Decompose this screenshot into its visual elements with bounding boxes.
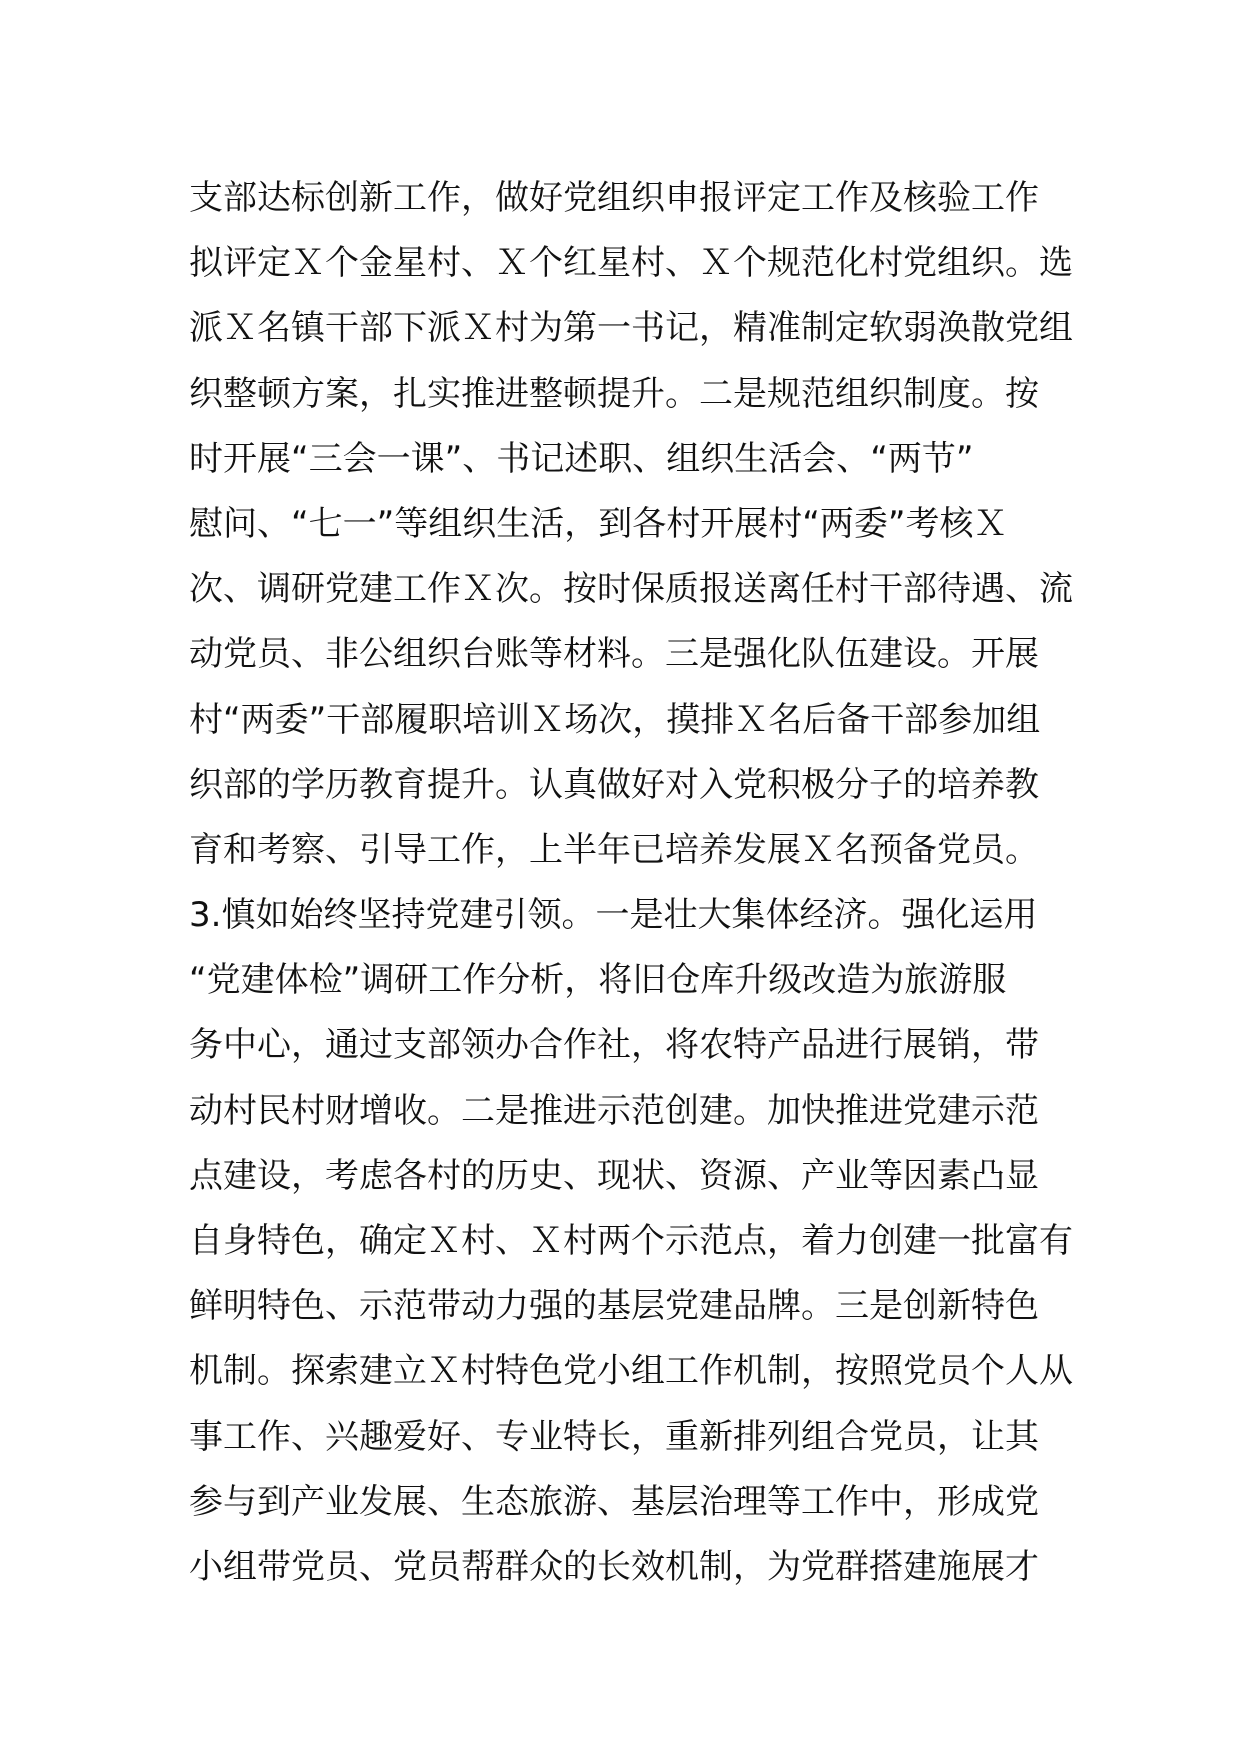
text-line: 动村民村财增收。二是推进示范创建。加快推进党建示范 bbox=[189, 1090, 1039, 1131]
text-line: 点建设，考虑各村的历史、现状、资源、产业等因素凸显 bbox=[189, 1155, 1039, 1196]
text-line: 织整顿方案，扎实推进整顿提升。二是规范组织制度。按 bbox=[189, 373, 1039, 414]
text-line: 育和考察、引导工作，上半年已培养发展Ｘ名预备党员。 bbox=[189, 829, 1039, 870]
text-line: 机制。探索建立Ｘ村特色党小组工作机制，按照党员个人从 bbox=[189, 1351, 1073, 1392]
text-line: 派Ｘ名镇干部下派Ｘ村为第一书记，精准制定软弱涣散党组 bbox=[189, 308, 1073, 349]
text-line: 次、调研党建工作Ｘ次。按时保质报送离任村干部待遇、流 bbox=[189, 569, 1073, 610]
text-line: 时开展“三会一课”、书记述职、组织生活会、“两节” bbox=[189, 438, 974, 479]
text-line: 动党员、非公组织台账等材料。三是强化队伍建设。开展 bbox=[189, 634, 1039, 675]
text-line: 拟评定Ｘ个金星村、Ｘ个红星村、Ｘ个规范化村党组织。选 bbox=[189, 243, 1073, 284]
text-line: 慰问、“七一”等组织生活，到各村开展村“两委”考核Ｘ bbox=[189, 503, 1008, 544]
text-line: 鲜明特色、示范带动力强的基层党建品牌。三是创新特色 bbox=[189, 1286, 1039, 1327]
text-line: 支部达标创新工作，做好党组织申报评定工作及核验工作 bbox=[189, 178, 1039, 218]
text-line: 参与到产业发展、生态旅游、基层治理等工作中，形成党 bbox=[189, 1481, 1039, 1522]
text-line: 小组带党员、党员帮群众的长效机制，为党群搭建施展才 bbox=[189, 1546, 1039, 1587]
text-line: 事工作、兴趣爱好、专业特长，重新排列组合党员，让其 bbox=[189, 1416, 1039, 1457]
text-line: 3.慎如始终坚持党建引领。一是壮大集体经济。强化运用 bbox=[189, 895, 1038, 936]
text-line: 村“两委”干部履职培训Ｘ场次，摸排Ｘ名后备干部参加组 bbox=[189, 699, 1041, 740]
text-line: 织部的学历教育提升。认真做好对入党积极分子的培养教 bbox=[189, 764, 1039, 805]
text-line: “党建体检”调研工作分析，将旧仓库升级改造为旅游服 bbox=[189, 960, 1007, 1001]
text-line: 自身特色，确定Ｘ村、Ｘ村两个示范点，着力创建一批富有 bbox=[189, 1221, 1073, 1261]
body-text bbox=[189, 166, 1073, 1600]
text-line: 务中心，通过支部领办合作社，将农特产品进行展销，带 bbox=[189, 1025, 1039, 1066]
